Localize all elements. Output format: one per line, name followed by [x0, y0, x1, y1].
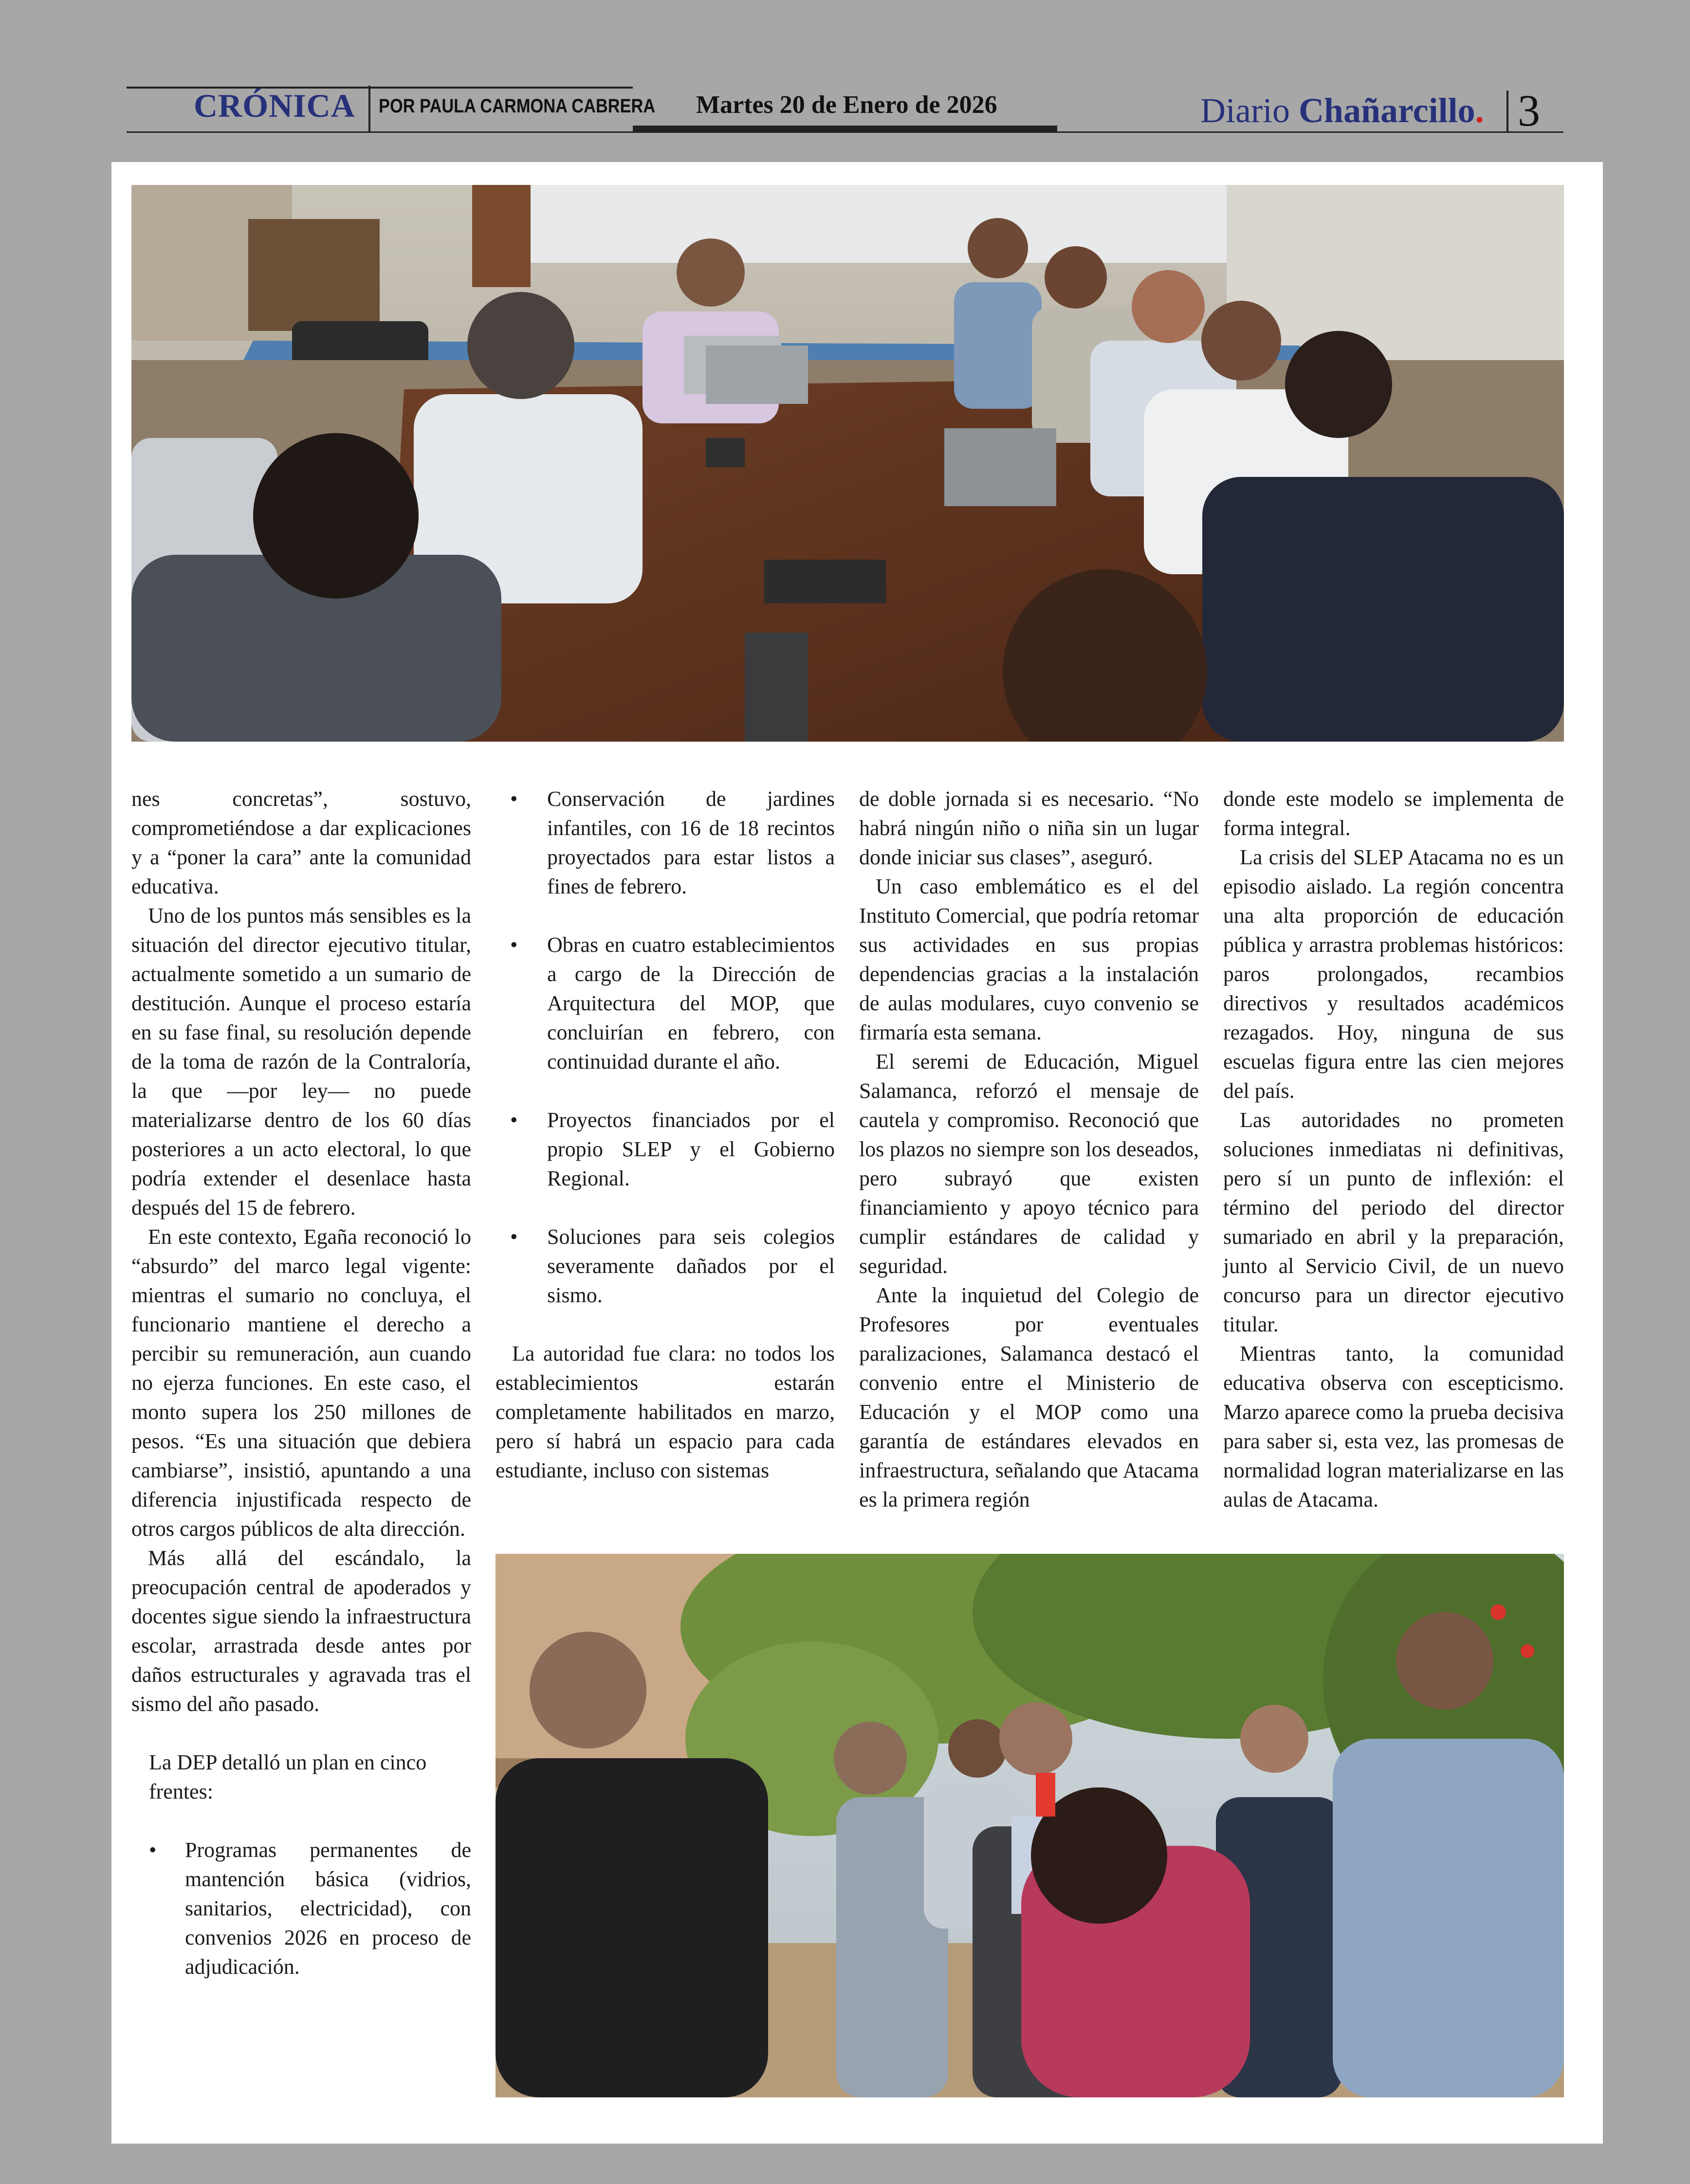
press-photo-image: [496, 1554, 1564, 2097]
plan-list-item: • Programas permanentes de mantención básica (vidrios, sanitarios, electricidad), con convenios 2026 en proceso de adjudicación.: [131, 1836, 471, 1982]
newspaper-title: Chañarcillo: [1298, 91, 1475, 130]
article-paragraph: Mientras tanto, la comunidad educativa observa con escepticismo. Marzo aparece como la prueba decisiva para saber si, esta vez, las promesas de normalidad logran materializarse en las aulas de Atacama.: [1223, 1342, 1564, 1511]
plan-list-item: • Proyectos financiados por el propio SLEP y el Gobierno Regional.: [496, 1106, 835, 1193]
header-rule-bottom: [127, 131, 1563, 133]
article-paragraph: de doble jornada si es necesario. “No habrá ningún niño o niña sin un lugar donde iniciar sus clases”, aseguró.: [859, 787, 1199, 869]
plan-list-item: • Conservación de jardines infantiles, con 16 de 18 recintos proyectados para estar listos a fines de febrero.: [496, 784, 835, 901]
article-paragraph: nes concretas”, sostuvo, comprometiéndose a dar explicaciones y a “poner la cara” ante la comunidad educativa.: [131, 787, 471, 898]
article-paragraph: La autoridad fue clara: no todos los establecimientos estarán completamente habilitados en marzo, pero sí habrá un espacio para cada estudiante, incluso con sistemas: [496, 1342, 835, 1482]
issue-date: Martes 20 de Enero de 2026: [696, 91, 997, 119]
article-paragraph: La crisis del SLEP Atacama no es un episodio aislado. La región concentra una alta proporción de educación pública y arrastra problemas históricos: paros prolongados, recambios directivos y resultados académicos rezagados. Hoy, ninguna de sus escuelas figura entre las cien mejores del país.: [1223, 845, 1564, 1103]
article-paragraph: El seremi de Educación, Miguel Salamanca, reforzó el mensaje de cautela y compromiso. Reconoció que los plazos no siempre son los deseados, pero subrayó que existen financiamiento y apoyo técnico para cumplir estándares de calidad y seguridad.: [859, 1050, 1199, 1278]
article-paragraph: Las autoridades no prometen soluciones inmediatas ni definitivas, pero sí un punto de inflexión: el término del periodo del director sumariado en abril y la preparación, junto al Servicio Civil, de un nuevo concurso para un director ejecutivo titular.: [1223, 1108, 1564, 1336]
plan-list: [131, 1836, 471, 1982]
article-paragraph: Un caso emblemático es el del Instituto Comercial, que podría retomar sus actividades en sus propias dependencias gracias a la instalación de aulas modulares, cuyo convenio se firmaría esta semana.: [859, 874, 1199, 1044]
plan-list-item: • Obras en cuatro establecimientos a cargo de la Dirección de Arquitectura del MOP, que concluirían en febrero, con continuidad durante el año.: [496, 930, 835, 1076]
section-title: CRÓNICA: [194, 87, 355, 124]
article-column-2: [496, 784, 835, 1485]
article-paragraph: donde este modelo se implementa de forma integral.: [1223, 787, 1564, 840]
plan-list-item: • Soluciones para seis colegios severamente dañados por el sismo.: [496, 1222, 835, 1310]
plan-intro: La DEP detalló un plan en cinco frentes:: [149, 1750, 427, 1803]
article-column-4: [1223, 784, 1564, 1514]
page-number-divider: [1506, 91, 1508, 132]
newspaper-prefix: Diario: [1200, 91, 1290, 130]
plan-list-continued: [496, 784, 835, 1310]
article-column-3: [859, 784, 1199, 1514]
article-column-1: [131, 784, 471, 1982]
press-photo: [496, 1554, 1564, 2097]
page-number: 3: [1518, 86, 1540, 135]
article-paragraph: Ante la inquietud del Colegio de Profesores por eventuales paralizaciones, Salamanca destacó el convenio entre el Ministerio de Educación y el MOP como una garantía de estándares elevados en infraestructura, señalando que Atacama es la primera región: [859, 1283, 1199, 1511]
article-paragraph: En este contexto, Egaña reconoció lo “absurdo” del marco legal vigente: mientras el sumario no concluya, el funcionario mantiene el derecho a percibir su remuneración, aun cuando no ejerza funciones. En este caso, el monto supera los 250 millones de pesos. “Es una situación que debiera cambiarse”, insistió, apuntando a una diferencia injustificada respecto de otros cargos públicos de alta dirección.: [131, 1225, 471, 1541]
meeting-photo-image: [131, 185, 1564, 742]
header-rule-date: [633, 126, 1057, 131]
meeting-photo: [131, 185, 1564, 742]
byline: POR PAULA CARMONA CABRERA: [379, 95, 656, 117]
newspaper-name: [1200, 91, 1484, 131]
article-paragraph: Más allá del escándalo, la preocupación central de apoderados y docentes sigue siendo la infraestructura escolar, arrastrada desde antes por daños estructurales y agravada tras el sismo del año pasado.: [131, 1546, 471, 1716]
header-divider: [368, 86, 370, 132]
newspaper-dot: .: [1475, 91, 1484, 130]
article-paragraph: Uno de los puntos más sensibles es la situación del director ejecutivo titular, actualmente sometido a un sumario de destitución. Aunque el proceso estaría en su fase final, su resolución depende de la toma de razón de la Contraloría, la que —por ley— no puede materializarse dentro de los 60 días posteriores a un acto electoral, lo que podría extender el desenlace hasta después del 15 de febrero.: [131, 904, 471, 1219]
